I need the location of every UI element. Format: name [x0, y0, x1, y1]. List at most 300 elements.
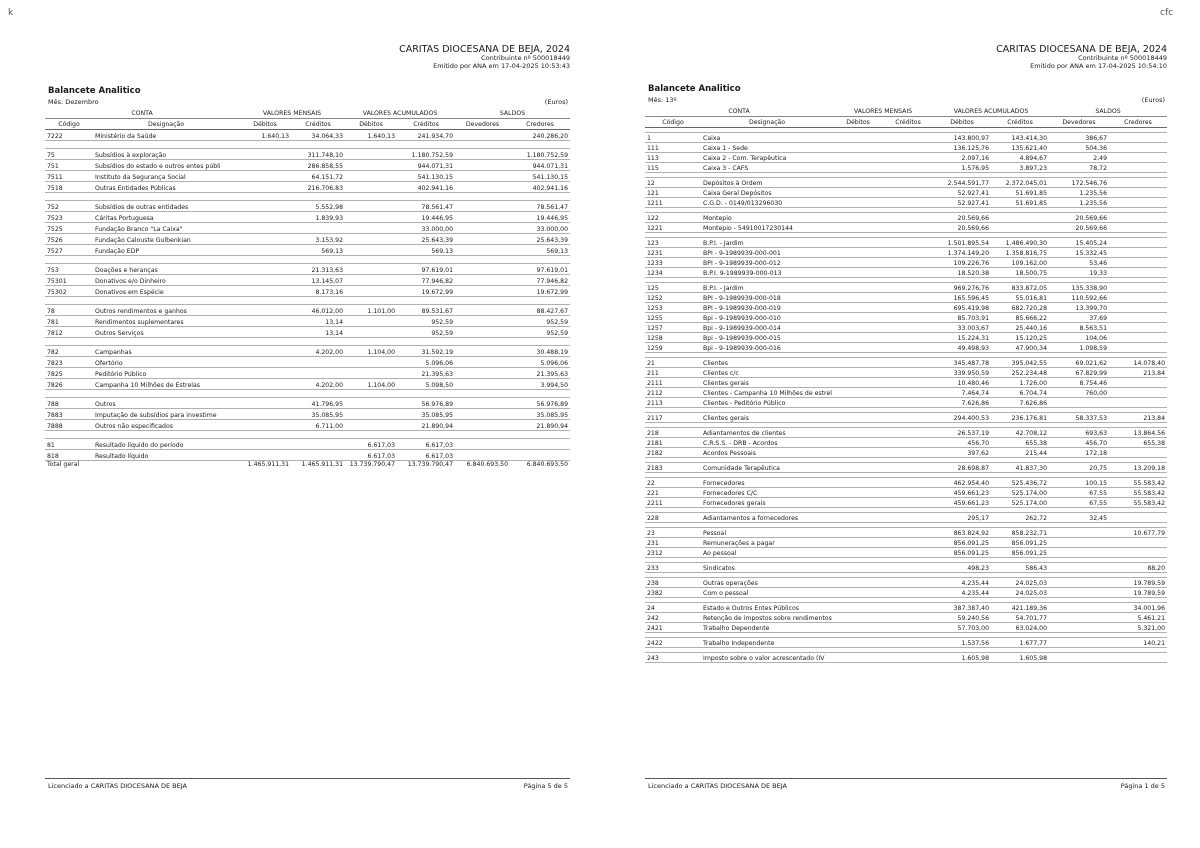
company-name: CARITAS DIOCESANA DE BEJA, 2024: [996, 44, 1167, 55]
amount-cell: [833, 413, 883, 423]
amount-cell: 104,06: [1049, 333, 1109, 343]
amount-cell: 504,36: [1049, 143, 1109, 153]
account-code: 233: [645, 563, 701, 573]
amount-cell: [455, 275, 510, 286]
amount-cell: 397,62: [933, 448, 991, 458]
amount-cell: [833, 143, 883, 153]
account-name: Subsídios do estado e outros entes públi: [93, 160, 239, 171]
amount-cell: [1109, 333, 1167, 343]
amount-cell: 54.701,77: [991, 613, 1049, 623]
amount-cell: [1109, 323, 1167, 333]
amount-cell: [455, 316, 510, 327]
amount-cell: 26.537,19: [933, 428, 991, 438]
account-code: 7511: [45, 171, 93, 182]
amount-cell: 833.872,05: [991, 283, 1049, 293]
amount-cell: [510, 193, 570, 201]
amount-cell: [883, 528, 933, 538]
amount-cell: 952,59: [510, 327, 570, 338]
amount-cell: [833, 238, 883, 248]
amount-cell: 46.012,00: [291, 305, 345, 316]
col-header: Credores: [1109, 117, 1167, 128]
account-name: [93, 193, 239, 201]
amount-cell: [291, 357, 345, 368]
col-header: Designação: [93, 119, 239, 130]
amount-cell: 1.374.149,20: [933, 248, 991, 258]
amount-cell: 19.789,59: [1109, 578, 1167, 588]
issued-by: Emitido por ANA em 17-04-2025 10:53:43: [433, 61, 570, 70]
amount-cell: 20.569,66: [1049, 213, 1109, 223]
amount-cell: [239, 431, 291, 439]
account-name: Remunerações a pagar: [701, 538, 833, 548]
account-name: Bpi - 9-1989939-000-010: [701, 313, 833, 323]
amount-cell: 19.672,99: [510, 286, 570, 297]
amount-cell: 28.698,87: [933, 463, 991, 473]
table-row: [645, 238, 1167, 248]
amount-cell: 97.619,01: [397, 264, 455, 275]
amount-cell: [291, 141, 345, 149]
table-row: [45, 305, 570, 316]
amount-cell: [1049, 398, 1109, 408]
account-code: 2312: [645, 548, 701, 558]
amount-cell: [455, 234, 510, 245]
table-row: [45, 286, 570, 297]
account-name: Sindicatos: [701, 563, 833, 573]
taxpayer-number: Contribuinte nº 500018449: [481, 54, 570, 63]
amount-cell: [455, 212, 510, 223]
amount-cell: [239, 160, 291, 171]
account-name: B.P.I. 9-1989939-000-013: [701, 268, 833, 278]
amount-cell: [883, 238, 933, 248]
amount-cell: 1.605,98: [933, 653, 991, 663]
account-name: Trabalho Independente: [701, 638, 833, 648]
amount-cell: [883, 388, 933, 398]
amount-cell: 3.994,50: [510, 379, 570, 390]
amount-cell: [455, 130, 510, 141]
amount-cell: [455, 439, 510, 450]
col-header: Créditos: [883, 117, 933, 128]
col-header: Devedores: [1049, 117, 1109, 128]
balance-sheet-page-left: [45, 0, 570, 848]
total-cell: 6.840.693,50: [510, 461, 570, 469]
amount-cell: 498,23: [933, 563, 991, 573]
amount-cell: 1.104,00: [345, 346, 397, 357]
amount-cell: 37,69: [1049, 313, 1109, 323]
amount-cell: [345, 390, 397, 398]
amount-cell: 395.042,55: [991, 358, 1049, 368]
amount-cell: [239, 193, 291, 201]
amount-cell: 67,55: [1049, 498, 1109, 508]
amount-cell: [833, 578, 883, 588]
amount-cell: [397, 256, 455, 264]
amount-cell: [833, 488, 883, 498]
account-code: 2113: [645, 398, 701, 408]
amount-cell: [883, 333, 933, 343]
spacer-row: [45, 297, 570, 305]
account-name: Imposto sobre o valor acrescentado (IV: [701, 653, 833, 663]
amount-cell: 295,17: [933, 513, 991, 523]
amount-cell: [239, 256, 291, 264]
amount-cell: [883, 613, 933, 623]
account-code: 1233: [645, 258, 701, 268]
amount-cell: [883, 163, 933, 173]
amount-cell: [510, 431, 570, 439]
account-name: Outros: [93, 398, 239, 409]
account-code: 1: [645, 133, 701, 143]
amount-cell: 952,59: [397, 327, 455, 338]
table-row: [645, 538, 1167, 548]
amount-cell: [345, 264, 397, 275]
amount-cell: 78.561,47: [510, 201, 570, 212]
amount-cell: 15.120,25: [991, 333, 1049, 343]
amount-cell: [883, 398, 933, 408]
amount-cell: [455, 409, 510, 420]
table-row: [645, 388, 1167, 398]
total-cell: 13.739.790,47: [397, 461, 455, 469]
amount-cell: 456,70: [1049, 438, 1109, 448]
account-name: Ao pessoal: [701, 548, 833, 558]
spacer-row: [45, 390, 570, 398]
group-header-saldos: SALDOS: [1049, 106, 1167, 117]
amount-cell: [833, 498, 883, 508]
amount-cell: [455, 357, 510, 368]
account-name: Instituto da Segurança Social: [93, 171, 239, 182]
table-row: [45, 450, 570, 461]
amount-cell: 88,20: [1109, 563, 1167, 573]
amount-cell: [833, 268, 883, 278]
amount-cell: 15.405,24: [1049, 238, 1109, 248]
amount-cell: [239, 182, 291, 193]
amount-cell: 49.498,93: [933, 343, 991, 353]
amount-cell: [833, 538, 883, 548]
amount-cell: [291, 450, 345, 461]
amount-cell: 459.661,23: [933, 488, 991, 498]
amount-cell: [455, 327, 510, 338]
amount-cell: [883, 578, 933, 588]
amount-cell: [510, 256, 570, 264]
amount-cell: [883, 588, 933, 598]
amount-cell: 19.672,99: [397, 286, 455, 297]
amount-cell: [883, 283, 933, 293]
amount-cell: 20,75: [1049, 463, 1109, 473]
amount-cell: 7.626,86: [991, 398, 1049, 408]
taxpayer-number: Contribuinte nº 500018449: [1078, 54, 1167, 63]
amount-cell: [1109, 548, 1167, 558]
amount-cell: [239, 439, 291, 450]
account-name: Caixa 2 - Com. Terapêutica: [701, 153, 833, 163]
account-code: 2117: [645, 413, 701, 423]
account-code: 75: [45, 149, 93, 160]
amount-cell: 760,00: [1049, 388, 1109, 398]
account-code: [45, 193, 93, 201]
table-row: [645, 603, 1167, 613]
amount-cell: 7.464,74: [933, 388, 991, 398]
amount-cell: [883, 293, 933, 303]
amount-cell: [1109, 313, 1167, 323]
amount-cell: [345, 431, 397, 439]
amount-cell: 58.337,53: [1049, 413, 1109, 423]
amount-cell: 1.235,56: [1049, 188, 1109, 198]
table-row: [645, 488, 1167, 498]
account-name: Donativos em Espécie: [93, 286, 239, 297]
amount-cell: 569,13: [291, 245, 345, 256]
amount-cell: [455, 223, 510, 234]
table-row: [645, 293, 1167, 303]
amount-cell: 386,67: [1049, 133, 1109, 143]
amount-cell: 4.235,44: [933, 588, 991, 598]
account-name: Adiantamentos a fornecedores: [701, 513, 833, 523]
amount-cell: [239, 305, 291, 316]
amount-cell: [833, 188, 883, 198]
amount-cell: 42.708,12: [991, 428, 1049, 438]
footer-divider: [45, 778, 570, 779]
amount-cell: [1109, 213, 1167, 223]
amount-cell: [833, 398, 883, 408]
amount-cell: [1049, 548, 1109, 558]
amount-cell: 13.209,18: [1109, 463, 1167, 473]
amount-cell: [883, 448, 933, 458]
account-code: 2421: [645, 623, 701, 633]
amount-cell: [345, 160, 397, 171]
amount-cell: [345, 316, 397, 327]
account-code: 21: [645, 358, 701, 368]
amount-cell: [397, 431, 455, 439]
header-block: [399, 44, 570, 71]
amount-cell: [1049, 538, 1109, 548]
account-code: 24: [645, 603, 701, 613]
footer-license: Licenciado a CARITAS DIOCESANA DE BEJA: [648, 782, 787, 790]
amount-cell: 6.617,03: [397, 439, 455, 450]
amount-cell: 52.927,41: [933, 198, 991, 208]
account-name: Montepio - 54910017230144: [701, 223, 833, 233]
amount-cell: 952,59: [397, 316, 455, 327]
account-code: 788: [45, 398, 93, 409]
amount-cell: [1109, 283, 1167, 293]
amount-cell: [1109, 178, 1167, 188]
amount-cell: [397, 193, 455, 201]
amount-cell: [883, 428, 933, 438]
header-block: [996, 44, 1167, 71]
amount-cell: 25.643,39: [510, 234, 570, 245]
amount-cell: [239, 338, 291, 346]
amount-cell: [455, 431, 510, 439]
amount-cell: [883, 368, 933, 378]
account-name: Pessoal: [701, 528, 833, 538]
account-name: Caixa 1 - Sede: [701, 143, 833, 153]
amount-cell: 77.946,82: [510, 275, 570, 286]
account-name: Peditório Público: [93, 368, 239, 379]
amount-cell: [883, 463, 933, 473]
table-row: [45, 160, 570, 171]
account-name: Outras Entidades Públicas: [93, 182, 239, 193]
account-name: BPI - 9-1989939-000-018: [701, 293, 833, 303]
account-code: 122: [645, 213, 701, 223]
amount-cell: 136.125,76: [933, 143, 991, 153]
amount-cell: [1049, 528, 1109, 538]
amount-cell: [833, 603, 883, 613]
amount-cell: 143.414,30: [991, 133, 1049, 143]
document-title: Balancete Analitico: [48, 86, 141, 96]
amount-cell: 1.605,98: [991, 653, 1049, 663]
amount-cell: [455, 193, 510, 201]
amount-cell: 1.501.895,54: [933, 238, 991, 248]
amount-cell: [1049, 653, 1109, 663]
account-name: BPI - 9-1989939-000-012: [701, 258, 833, 268]
table-row: [645, 438, 1167, 448]
amount-cell: 7.626,86: [933, 398, 991, 408]
amount-cell: [239, 398, 291, 409]
amount-cell: [833, 163, 883, 173]
amount-cell: 856.091,25: [991, 538, 1049, 548]
amount-cell: 15.332,45: [1049, 248, 1109, 258]
group-header-acumulados: VALORES ACUMULADOS: [933, 106, 1049, 117]
account-code: [45, 297, 93, 305]
amount-cell: 969.276,76: [933, 283, 991, 293]
account-code: 781: [45, 316, 93, 327]
account-code: 1259: [645, 343, 701, 353]
amount-cell: 35.085,95: [291, 409, 345, 420]
amount-cell: 6.704,74: [991, 388, 1049, 398]
amount-cell: 25.440,16: [991, 323, 1049, 333]
amount-cell: [883, 478, 933, 488]
table-row: [645, 623, 1167, 633]
amount-cell: 20.569,66: [1049, 223, 1109, 233]
account-name: [93, 141, 239, 149]
amount-cell: [833, 153, 883, 163]
amount-cell: [1109, 133, 1167, 143]
table-row: [645, 343, 1167, 353]
account-name: Rendimentos suplementares: [93, 316, 239, 327]
amount-cell: 1.677,77: [991, 638, 1049, 648]
amount-cell: 35.085,95: [510, 409, 570, 420]
amount-cell: 53,46: [1049, 258, 1109, 268]
account-code: 1253: [645, 303, 701, 313]
amount-cell: 59.240,56: [933, 613, 991, 623]
amount-cell: [345, 171, 397, 182]
amount-cell: 241.934,70: [397, 130, 455, 141]
amount-cell: 13,14: [291, 327, 345, 338]
col-header: Código: [45, 119, 93, 130]
footer-page-number: Página 5 de 5: [523, 782, 568, 790]
amount-cell: [1049, 613, 1109, 623]
amount-cell: 47.900,34: [991, 343, 1049, 353]
table-row: [645, 358, 1167, 368]
table-row: [645, 313, 1167, 323]
account-code: 1211: [645, 198, 701, 208]
amount-cell: 34.064,33: [291, 130, 345, 141]
amount-cell: 1.537,56: [933, 638, 991, 648]
amount-cell: 682.720,28: [991, 303, 1049, 313]
amount-cell: 19.446,95: [397, 212, 455, 223]
amount-cell: [455, 160, 510, 171]
amount-cell: [833, 548, 883, 558]
amount-cell: [345, 256, 397, 264]
amount-cell: 78.561,47: [397, 201, 455, 212]
col-header: Débitos: [239, 119, 291, 130]
amount-cell: [833, 358, 883, 368]
account-code: 7527: [45, 245, 93, 256]
amount-cell: [239, 390, 291, 398]
amount-cell: [833, 638, 883, 648]
amount-cell: 55.583,42: [1109, 498, 1167, 508]
table-row: [45, 275, 570, 286]
period-label: Mês: 13º: [648, 96, 677, 104]
currency-label: (Euros): [544, 98, 568, 106]
amount-cell: 51.691,85: [991, 198, 1049, 208]
table-row: [645, 188, 1167, 198]
amount-cell: 456,70: [933, 438, 991, 448]
amount-cell: 2,49: [1049, 153, 1109, 163]
amount-cell: [883, 313, 933, 323]
amount-cell: 695.419,98: [933, 303, 991, 313]
account-code: 2211: [645, 498, 701, 508]
amount-cell: [1109, 153, 1167, 163]
amount-cell: 13,14: [291, 316, 345, 327]
account-code: 7518: [45, 182, 93, 193]
amount-cell: 387.387,40: [933, 603, 991, 613]
table-row: [45, 171, 570, 182]
amount-cell: [833, 378, 883, 388]
amount-cell: [397, 338, 455, 346]
account-name: Retenção de impostos sobre rendimentos: [701, 613, 833, 623]
amount-cell: 339.950,59: [933, 368, 991, 378]
amount-cell: [455, 141, 510, 149]
amount-cell: 402.941,16: [397, 182, 455, 193]
spacer-row: [45, 193, 570, 201]
account-name: Outros rendimentos e ganhos: [93, 305, 239, 316]
col-header: Créditos: [291, 119, 345, 130]
amount-cell: 64.151,72: [291, 171, 345, 182]
amount-cell: 67.829,99: [1049, 368, 1109, 378]
account-name: Depósitos à Ordem: [701, 178, 833, 188]
balance-table: [45, 108, 570, 468]
account-name: Montepio: [701, 213, 833, 223]
amount-cell: [345, 141, 397, 149]
amount-cell: 140,21: [1109, 638, 1167, 648]
account-name: Imputação de subsídios para investime: [93, 409, 239, 420]
table-row: [645, 548, 1167, 558]
account-name: Trabalho Dependente: [701, 623, 833, 633]
table-row: [645, 498, 1167, 508]
table-row: [645, 283, 1167, 293]
account-code: 75302: [45, 286, 93, 297]
amount-cell: [1109, 378, 1167, 388]
amount-cell: 55.583,42: [1109, 478, 1167, 488]
amount-cell: [991, 223, 1049, 233]
amount-cell: 85.666,22: [991, 313, 1049, 323]
table-row: [645, 178, 1167, 188]
amount-cell: 655,38: [1109, 438, 1167, 448]
account-code: 221: [645, 488, 701, 498]
amount-cell: 863.824,92: [933, 528, 991, 538]
table-row: [645, 613, 1167, 623]
account-name: Ofertório: [93, 357, 239, 368]
account-name: Campanhas: [93, 346, 239, 357]
amount-cell: [833, 248, 883, 258]
amount-cell: [455, 398, 510, 409]
amount-cell: [239, 450, 291, 461]
amount-cell: 569,13: [510, 245, 570, 256]
amount-cell: 34.001,96: [1109, 603, 1167, 613]
group-header-saldos: SALDOS: [455, 108, 570, 119]
amount-cell: 1.576,95: [933, 163, 991, 173]
table-row: [45, 223, 570, 234]
amount-cell: [1049, 623, 1109, 633]
amount-cell: [833, 198, 883, 208]
account-code: 2422: [645, 638, 701, 648]
amount-cell: [833, 513, 883, 523]
amount-cell: [455, 245, 510, 256]
account-name: Estado e Outros Entes Públicos: [701, 603, 833, 613]
